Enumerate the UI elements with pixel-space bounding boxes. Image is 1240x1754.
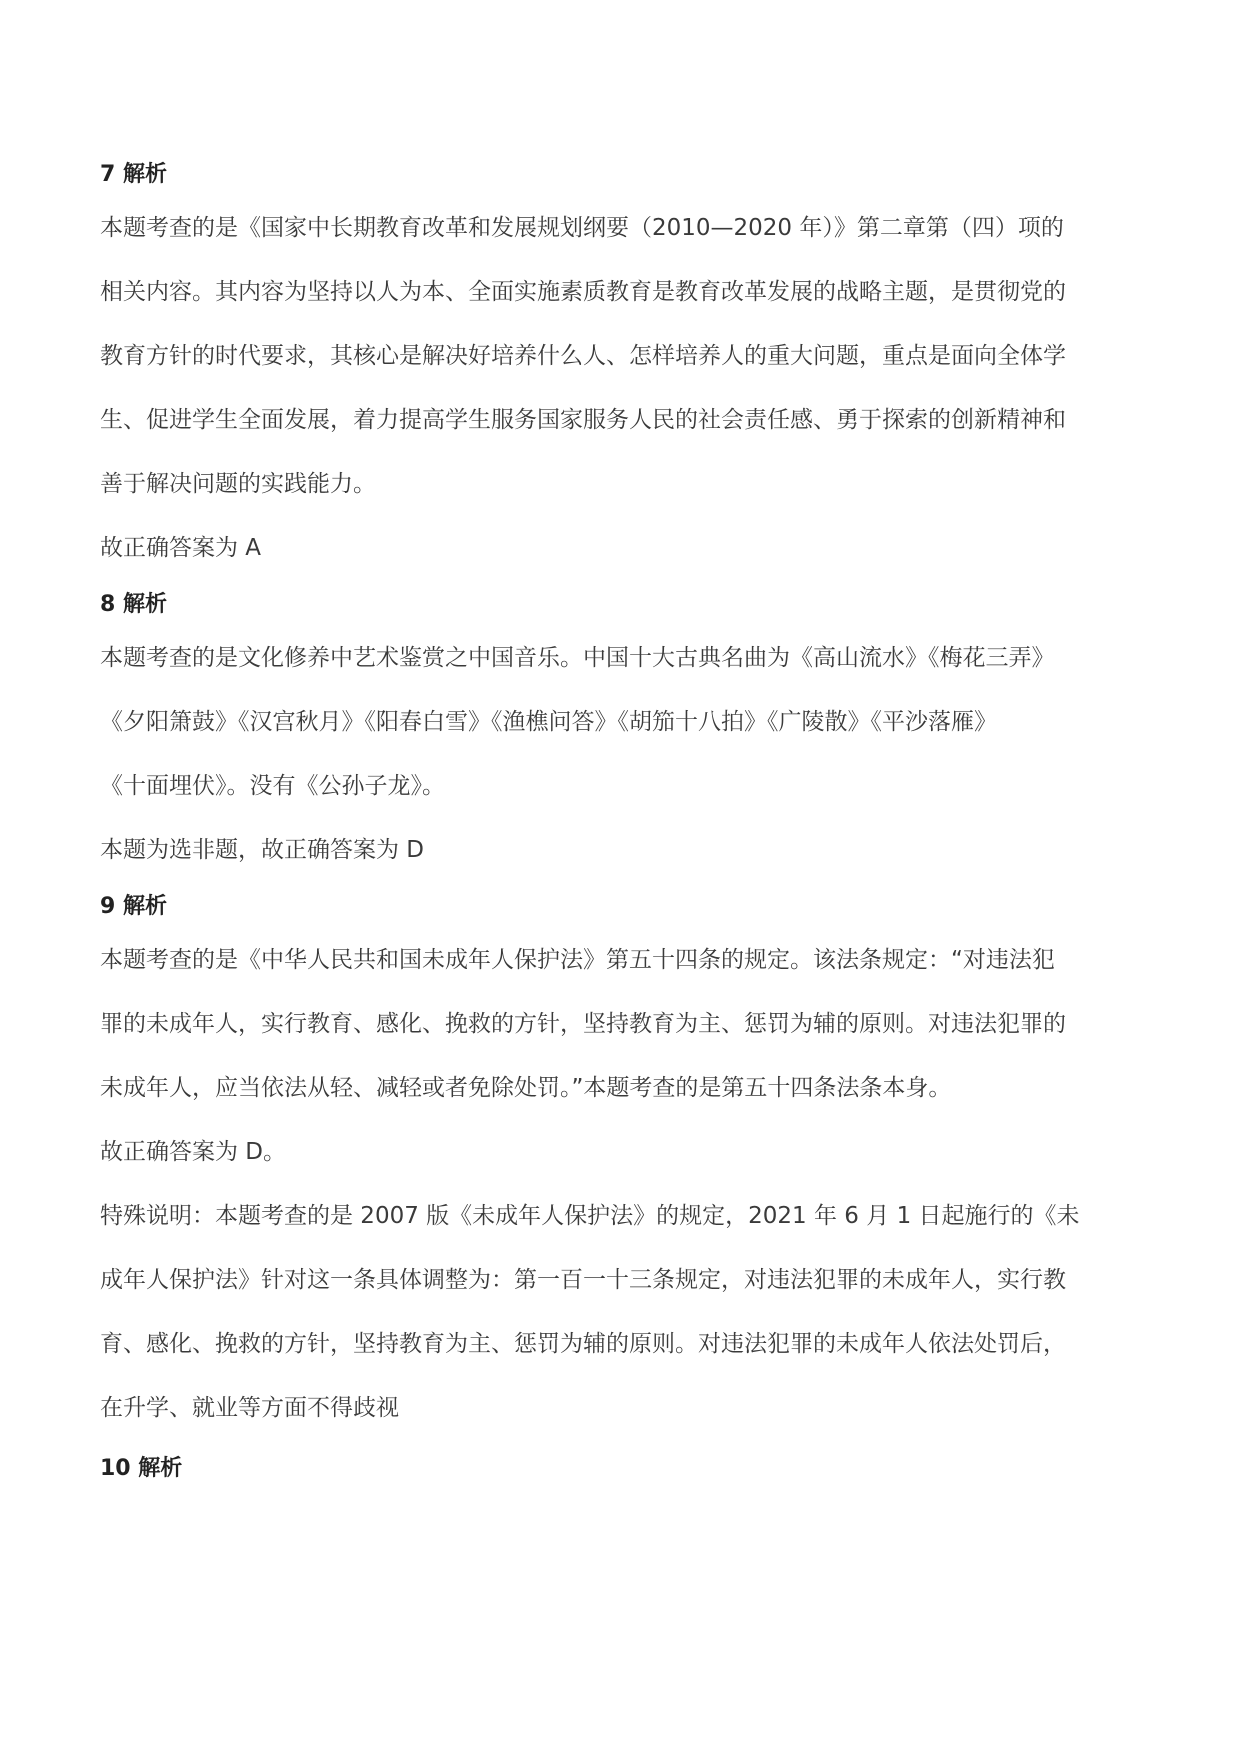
answer-line: 故正确答案为 A <box>100 535 262 561</box>
paragraph-line: 本题考查的是《中华人民共和国未成年人保护法》第五十四条的规定。该法条规定：“对违法犯 <box>100 947 1055 973</box>
note-line: 育、感化、挽救的方针，坚持教育为主、惩罚为辅的原则。对违法犯罪的未成年人依法处罚后， <box>100 1331 1066 1357</box>
analysis-section-7 <box>100 160 1150 580</box>
paragraph-line: 《十面埋伏》。没有《公孙子龙》。 <box>100 773 445 799</box>
paragraph-line: 善于解决问题的实践能力。 <box>100 471 376 497</box>
paragraph-line: 生、促进学生全面发展，着力提高学生服务国家服务人民的社会责任感、勇于探索的创新精神和 <box>100 407 1066 433</box>
analysis-paragraph <box>100 626 1150 818</box>
analysis-section-8 <box>100 590 1150 882</box>
special-note <box>100 1184 1150 1440</box>
note-line: 特殊说明：本题考查的是 2007 版《未成年人保护法》的规定，2021 年 6 月 1 日起施行的《未 <box>100 1203 1080 1229</box>
analysis-section-10 <box>100 1454 1150 1484</box>
document-page <box>100 160 1150 1484</box>
section-heading: 9 解析 <box>100 894 167 919</box>
paragraph-line: 罪的未成年人，实行教育、感化、挽救的方针，坚持教育为主、惩罚为辅的原则。对违法犯罪的 <box>100 1011 1066 1037</box>
paragraph-line: 相关内容。其内容为坚持以人为本、全面实施素质教育是教育改革发展的战略主题，是贯彻党的 <box>100 279 1066 305</box>
analysis-section-9 <box>100 892 1150 1440</box>
section-heading: 7 解析 <box>100 162 167 187</box>
note-line: 成年人保护法》针对这一条具体调整为：第一百一十三条规定，对违法犯罪的未成年人，实行教 <box>100 1267 1066 1293</box>
section-heading: 8 解析 <box>100 592 167 617</box>
paragraph-line: 本题考查的是《国家中长期教育改革和发展规划纲要（2010—2020 年）》第二章第（四）项的 <box>100 215 1064 241</box>
paragraph-line: 《夕阳箫鼓》《汉宫秋月》《阳春白雪》《渔樵问答》《胡笳十八拍》《广陵散》《平沙落雁》 <box>100 709 997 735</box>
paragraph-line: 本题考查的是文化修养中艺术鉴赏之中国音乐。中国十大古典名曲为《高山流水》《梅花三弄》 <box>100 645 1055 671</box>
analysis-paragraph <box>100 196 1150 516</box>
section-heading: 10 解析 <box>100 1456 183 1481</box>
note-line: 在升学、就业等方面不得歧视 <box>100 1395 399 1421</box>
analysis-paragraph <box>100 928 1150 1120</box>
answer-line: 故正确答案为 D。 <box>100 1139 287 1165</box>
paragraph-line: 未成年人，应当依法从轻、减轻或者免除处罚。”本题考查的是第五十四条法条本身。 <box>100 1075 952 1101</box>
answer-line: 本题为选非题，故正确答案为 D <box>100 837 425 863</box>
paragraph-line: 教育方针的时代要求，其核心是解决好培养什么人、怎样培养人的重大问题，重点是面向全体学 <box>100 343 1066 369</box>
